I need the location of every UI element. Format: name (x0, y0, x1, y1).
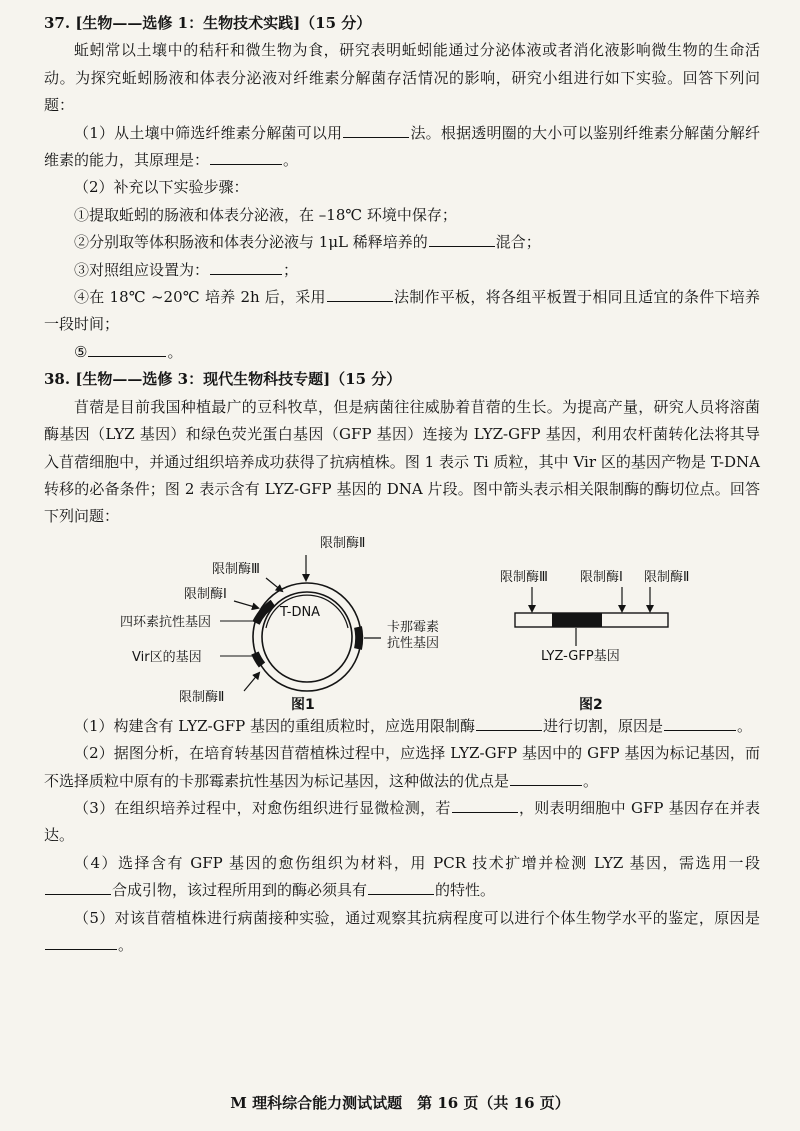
fig1-label-enzyme-3: 限制酶Ⅲ (212, 561, 260, 577)
enzyme-2-bottom-arrow (244, 673, 259, 691)
fig1-label-tdna: T-DNA (280, 604, 321, 620)
lyz-gfp-gene-block (552, 613, 602, 627)
fig2-label-enzyme-3: 限制酶Ⅲ (500, 569, 548, 585)
q37-part1: （1）从土壤中筛选纤维素分解菌可以用 法。根据透明圈的大小可以鉴别纤维素分解菌分解纤维素的能力，其原理是： 。 (44, 123, 760, 170)
enzyme-1-arrow (234, 601, 258, 608)
q37-step2: ②分别取等体积肠液和体表分泌液与 1μL 稀释培养的 混合； (74, 233, 541, 252)
fig2-label-enzyme-2: 限制酶Ⅱ (644, 569, 690, 585)
q37-intro: 蚯蚓常以土壤中的秸秆和微生物为食，研究表明蚯蚓能通过分泌体液或者消化液影响微生物的生命活动。为探究蚯蚓肠液和体表分泌液对纤维素分解菌存活情况的影响，研究小组进行如下实验。回答下列问题： (44, 41, 760, 115)
fig1-label-vir: Vir区的基因 (132, 649, 202, 665)
fig1-label-kanamycin-1: 卡那霉素 (387, 619, 440, 635)
answer-blank (429, 231, 495, 247)
figure-1-ti-plasmid (120, 535, 439, 713)
q38-intro: 苜蓿是目前我国种植最广的豆科牧草，但是病菌往往威胁着苜蓿的生长。为提高产量，研究人员将溶菌酶基因（LYZ 基因）和绿色荧光蛋白基因（GFP 基因）连接为 LYZ-GFP 基因，利用农杆菌转化法将其导入苜蓿细胞中，并通过组织培养成功获得了抗病植株。图 1 表示 Ti 质粒，其中 Vir 区的基因产物是 T-DNA 转移的必备条件；图 2 表示含有 LYZ-GFP 基因的 DNA 片段。图中箭头表示相关限制酶的酶切位点。回答下列问题： (44, 397, 760, 526)
fig1-label-enzyme-2-bottom: 限制酶Ⅱ (179, 689, 225, 705)
answer-blank (45, 934, 117, 950)
fig2-caption: 图2 (579, 696, 603, 713)
answer-blank (452, 797, 518, 813)
fig1-label-tetracycline: 四环素抗性基因 (120, 614, 212, 630)
answer-blank (664, 715, 736, 731)
vir-gene-block (255, 653, 262, 665)
answer-blank (476, 715, 542, 731)
fig2-label-enzyme-1: 限制酶Ⅰ (580, 569, 623, 585)
answer-blank (510, 770, 582, 786)
figures (44, 531, 760, 713)
answer-blank (368, 879, 434, 895)
kanamycin-resistance-gene-block (358, 627, 359, 649)
q38-part2: （2）据图分析，在培育转基因苜蓿植株过程中，应选择 LYZ-GFP 基因中的 GFP 基因为标记基因，而不选择质粒中原有的卡那霉素抗性基因为标记基因，这种做法的优点是 。 (44, 744, 760, 790)
q38-part5: （5）对该苜蓿植株进行病菌接种实验，通过观察其抗病程度可以进行个体生物学水平的鉴定，原因是。 (44, 905, 760, 960)
q37-part2: （2）补充以下实验步骤： (74, 178, 249, 197)
q38-part1: （1）构建含有 LYZ-GFP 基因的重组质粒时，应选用限制酶 进行切割，原因是 。 (74, 716, 752, 735)
answer-blank (210, 259, 282, 275)
fig1-label-kanamycin-2: 抗性基因 (387, 635, 440, 651)
fig2-label-gene: LYZ-GFP基因 (541, 648, 620, 664)
answer-blank (45, 879, 111, 895)
answer-blank (343, 122, 409, 138)
q37-step4: ④在 18℃ ~20℃ 培养 2h 后，采用 法制作平板，将各组平板置于相同且适宜的条件下培养一段时间； (44, 288, 760, 334)
q37-step1: ①提取蚯蚓的肠液和体表分泌液，在 –18℃ 环境中保存； (74, 205, 457, 224)
answer-blank (88, 341, 166, 357)
figure-diagrams (44, 531, 760, 713)
figure-2-dna-fragment (500, 569, 689, 713)
q37-header: 37. [生物——选修 1：生物技术实践]（15 分） (44, 14, 372, 32)
q38-part4: （4）选择含有 GFP 基因的愈伤组织为材料，用 PCR 技术扩增并检测 LYZ 基因，需选用一段合成引物，该过程所用到的酶必须具有 的特性。 (44, 850, 760, 905)
fig1-caption: 图1 (291, 696, 315, 713)
q37-step3: ③对照组应设置为： ； (74, 260, 299, 279)
q37-step5: ⑤ 。 (74, 342, 183, 361)
plasmid-outer-ring (253, 583, 361, 691)
answer-blank (327, 286, 393, 302)
fig1-label-enzyme-2-top: 限制酶Ⅱ (320, 535, 366, 551)
answer-blank (210, 149, 282, 165)
q38-part3: （3）在组织培养过程中，对愈伤组织进行显微检测，若 ，则表明细胞中 GFP 基因存在并表达。 (44, 798, 760, 845)
enzyme-3-arrow (266, 578, 282, 591)
page-footer: M 理科综合能力测试试题 第 16 页（共 16 页） (230, 1094, 570, 1112)
fig1-label-enzyme-1: 限制酶Ⅰ (184, 586, 227, 602)
q38-header: 38. [生物——选修 3：现代生物科技专题]（15 分） (44, 370, 402, 389)
